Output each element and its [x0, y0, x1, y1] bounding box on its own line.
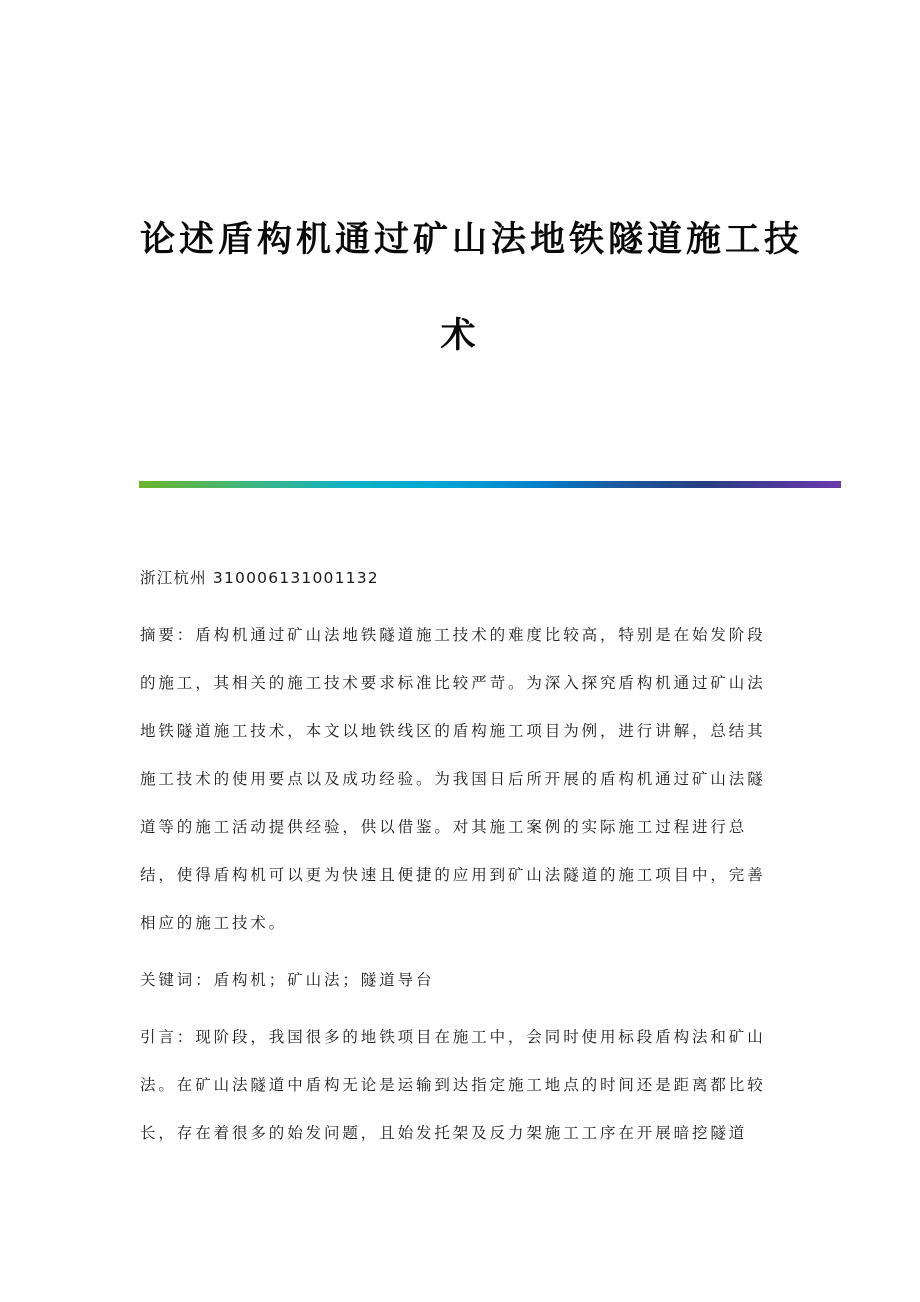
introduction-line: 法。在矿山法隧道中盾构无论是运输到达指定施工地点的时间还是距离都比较: [140, 1076, 766, 1094]
gradient-divider: [139, 481, 841, 488]
introduction-line: 引言：现阶段，我国很多的地铁项目在施工中，会同时使用标段盾构法和矿山: [140, 1028, 766, 1046]
abstract-line: 施工技术的使用要点以及成功经验。为我国日后所开展的盾构机通过矿山法隧: [140, 770, 766, 788]
document-title-line-1: 论述盾构机通过矿山法地铁隧道施工技: [140, 219, 804, 260]
abstract-line: 道等的施工活动提供经验，供以借鉴。对其施工案例的实际施工过程进行总: [140, 818, 748, 836]
abstract-line: 相应的施工技术。: [140, 914, 288, 932]
introduction-line: 长，存在着很多的始发问题，且始发托架及反力架施工工序在开展暗挖隧道: [140, 1124, 748, 1142]
keywords-line: 关键词：盾构机；矿山法；隧道导台: [140, 971, 435, 989]
abstract-line: 摘要：盾构机通过矿山法地铁隧道施工技术的难度比较高，特别是在始发阶段: [140, 626, 766, 644]
abstract-line: 地铁隧道施工技术，本文以地铁线区的盾构施工项目为例，进行讲解，总结其: [140, 722, 766, 740]
author-affiliation: 浙江杭州 310006131001132: [140, 569, 379, 587]
document-title-line-2: 术: [440, 315, 480, 356]
abstract-line: 结，使得盾构机可以更为快速且便捷的应用到矿山法隧道的施工项目中，完善: [140, 866, 766, 884]
abstract-line: 的施工，其相关的施工技术要求标准比较严苛。为深入探究盾构机通过矿山法: [140, 674, 766, 692]
